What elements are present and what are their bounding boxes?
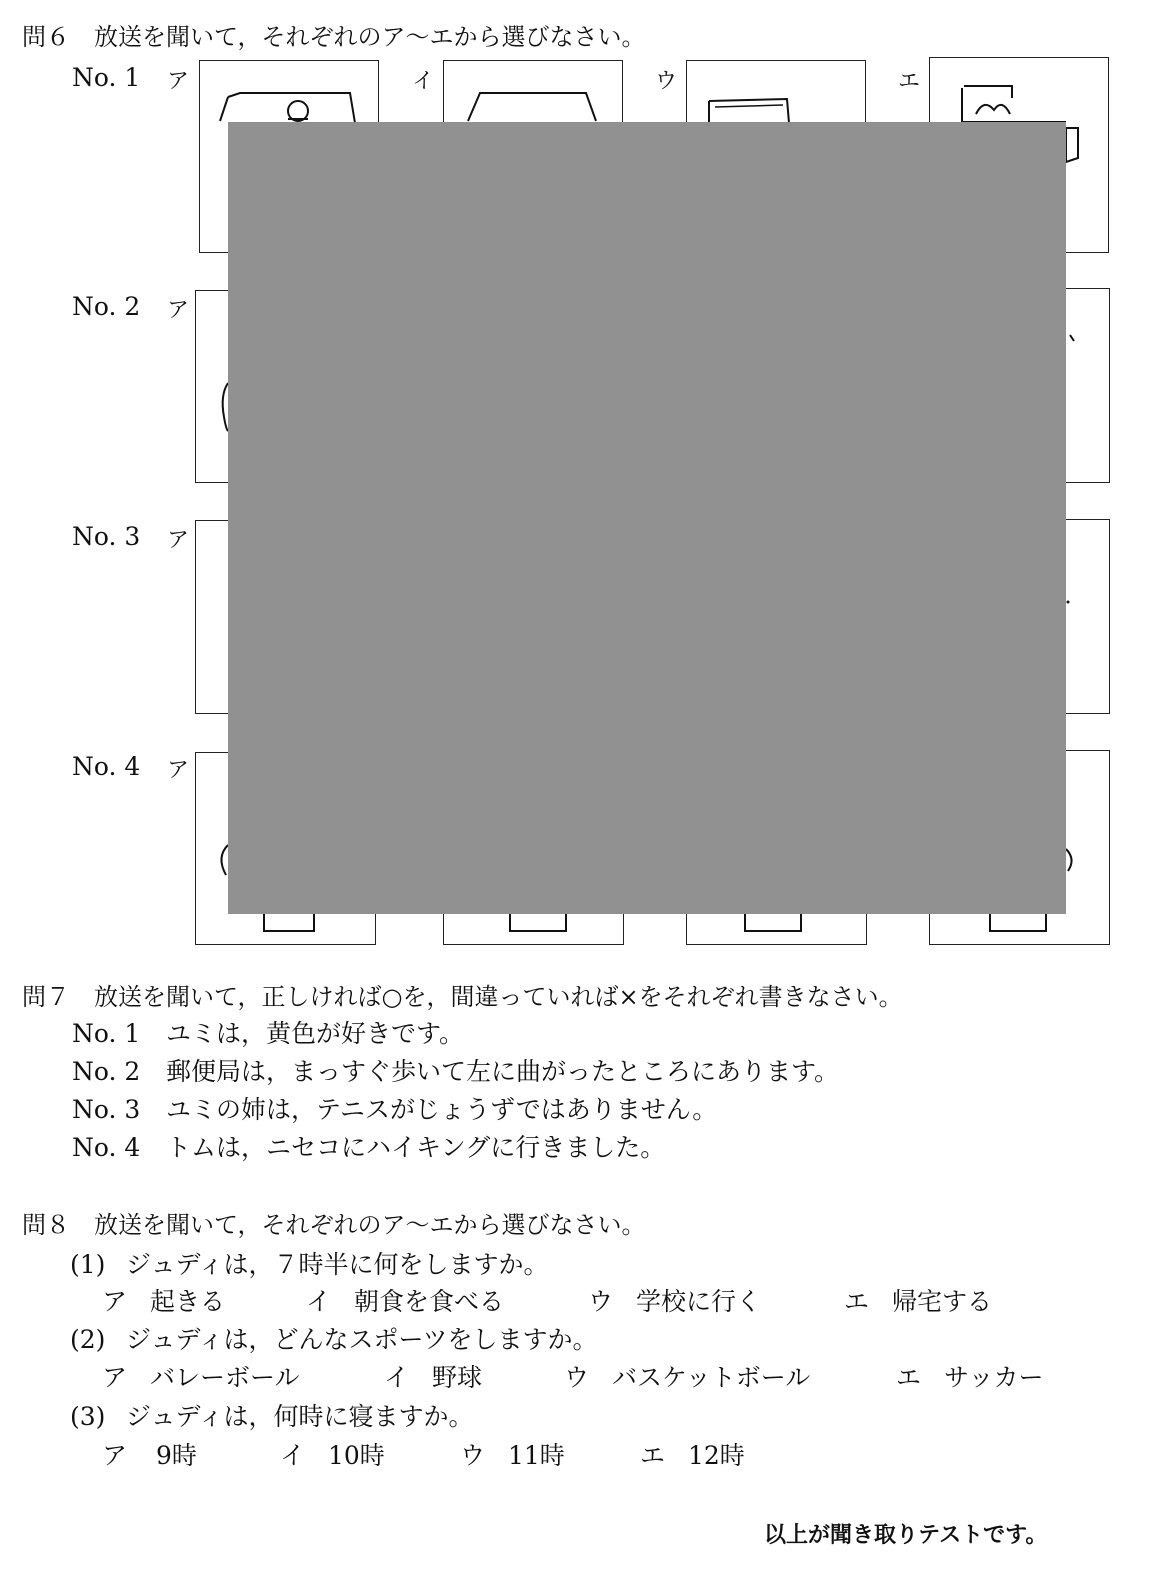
q8-q1-opt-i-text: 朝食を食べる	[354, 1287, 505, 1316]
q8-q3-opt-u-text: 11時	[508, 1441, 565, 1470]
q8-q2-opt-i-text: 野球	[432, 1363, 483, 1392]
closing-note: 以上が聞き取りテストです。	[764, 1523, 1048, 1548]
q8-q1-opt-e-label: エ	[844, 1287, 870, 1316]
q8-q3-num: (3)	[70, 1402, 106, 1431]
q8-q3-opt-e-text: 12時	[688, 1441, 745, 1470]
q7-item-1-text: ユミは，黄色が好きです。	[166, 1019, 465, 1048]
q7-item-3-text: ユミの姉は，テニスがじょうずではありません。	[166, 1095, 718, 1124]
q8-q3-opt-a-text: 9時	[156, 1441, 197, 1470]
q7-item-4-no: No. 4	[72, 1133, 141, 1162]
q8-q3-opt-u-label: ウ	[460, 1441, 486, 1470]
q8-q2-opt-a-label: ア	[102, 1363, 128, 1392]
q6-row-1-label-u: ウ	[655, 69, 678, 94]
q8-q1-opt-a-label: ア	[102, 1287, 128, 1316]
q8-q2-text: ジュディは，どんなスポーツをしますか。	[126, 1325, 598, 1354]
q8-q1-text: ジュディは，７時半に何をしますか。	[126, 1250, 549, 1279]
q6-title: 問６ 放送を聞いて，それぞれのア～エから選びなさい。	[22, 23, 646, 51]
q6-row-2-no: No. 2	[72, 292, 141, 321]
q6-row-4-no: No. 4	[72, 752, 141, 781]
q8-q1-opt-e-text: 帰宅する	[892, 1287, 993, 1316]
q8-q3-opt-e-label: エ	[640, 1441, 666, 1470]
q6-row-1-no: No. 1	[72, 63, 141, 92]
q7-item-1-no: No. 1	[72, 1019, 141, 1048]
q8-q3-opt-a-label: ア	[102, 1441, 128, 1470]
q8-q1-opt-i-label: イ	[306, 1287, 332, 1316]
q7-item-2-no: No. 2	[72, 1057, 141, 1086]
q8-q2-opt-e-text: サッカー	[944, 1363, 1044, 1392]
q8-q2-opt-e-label: エ	[896, 1363, 922, 1392]
q8-q2-num: (2)	[70, 1325, 106, 1354]
q6-row-1-label-i: イ	[412, 69, 435, 94]
q7-item-3-no: No. 3	[72, 1095, 141, 1124]
q8-q2-opt-a-text: バレーボール	[150, 1363, 300, 1392]
q8-q2-opt-i-label: イ	[384, 1363, 410, 1392]
q6-row-2-label-a: ア	[167, 298, 190, 323]
q8-q1-opt-u-text: 学校に行く	[636, 1287, 762, 1316]
q6-row-1-label-e: エ	[898, 69, 921, 94]
q8-q3-opt-i-text: 10時	[328, 1441, 385, 1470]
q8-q1-opt-u-label: ウ	[588, 1287, 614, 1316]
q7-item-2-text: 郵便局は，まっすぐ歩いて左に曲がったところにあります。	[166, 1057, 840, 1086]
q8-title: 問８ 放送を聞いて，それぞれのア～エから選びなさい。	[22, 1211, 646, 1239]
q6-row-4-label-a: ア	[167, 758, 190, 783]
q8-q2-opt-u-label: ウ	[564, 1363, 590, 1392]
q8-q1-opt-a-text: 起きる	[150, 1287, 226, 1316]
q8-q3-text: ジュディは，何時に寝ますか。	[126, 1402, 474, 1431]
q6-row-1-label-a: ア	[167, 69, 190, 94]
q8-q1-num: (1)	[70, 1250, 106, 1279]
q8-q2-opt-u-text: バスケットボール	[612, 1363, 811, 1392]
redaction-mask	[228, 122, 1066, 914]
q7-item-4-text: トムは，ニセコにハイキングに行きました。	[166, 1133, 666, 1162]
q6-row-3-label-a: ア	[167, 528, 190, 553]
q8-q3-opt-i-label: イ	[280, 1441, 306, 1470]
q6-row-3-no: No. 3	[72, 522, 141, 551]
q7-title: 問７ 放送を聞いて，正しければ○を，間違っていれば×をそれぞれ書きなさい。	[22, 983, 903, 1011]
